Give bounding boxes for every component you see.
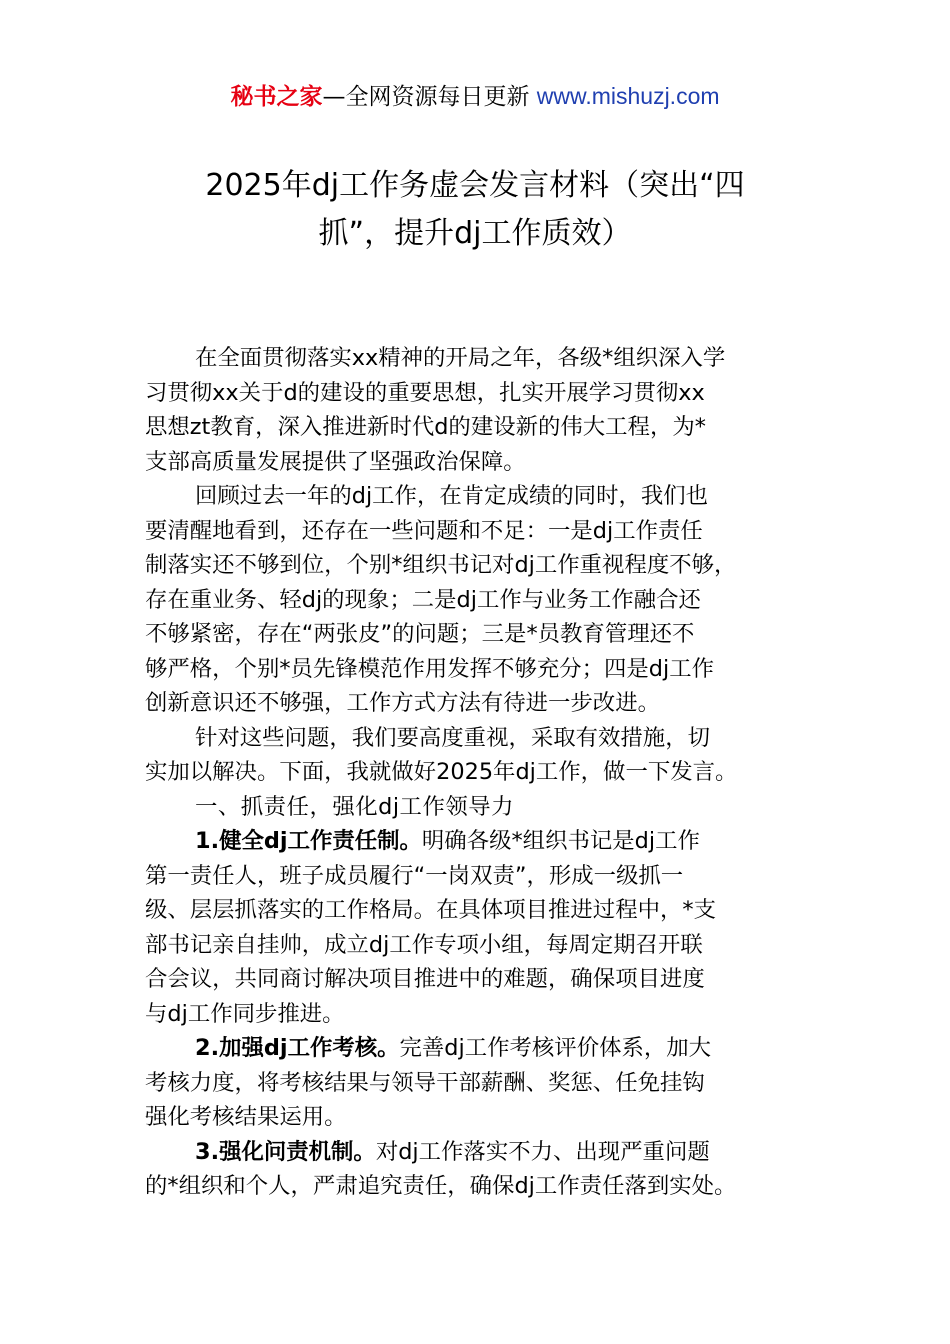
text-line: 强化考核结果运用。 [145, 1104, 347, 1130]
item-2-paragraph [145, 1031, 810, 1135]
text-line: 第一责任人，班子成员履行“一岗双责”，形成一级抓一 [145, 862, 684, 889]
text-line: 够严格，个别*员先锋模范作用发挥不够充分；四是dj工作 [145, 655, 715, 682]
item-2-lead: 2.加强dj工作考核。 [195, 1035, 400, 1061]
text-line: 思想zt教育，深入推进新时代d的建设新的伟大工程，为* [145, 414, 706, 440]
paragraph-response [145, 721, 810, 790]
text-line: 级、层层抓落实的工作格局。在具体项目推进过程中，*支 [145, 897, 716, 923]
text-line: 实加以解决。下面，我就做好2025年dj工作，做一下发言。 [145, 759, 738, 785]
item-3-first-rest: 对dj工作落实不力、出现严重问题 [375, 1138, 710, 1165]
text-line: 针对这些问题，我们要高度重视，采取有效措施，切 [195, 724, 710, 751]
item-3-lead: 3.强化问责机制。 [195, 1138, 376, 1165]
item-1-paragraph [145, 824, 810, 1031]
text-line: 习贯彻xx关于d的建设的重要思想，扎实开展学习贯彻xx [145, 379, 705, 406]
text-line: 考核力度，将考核结果与领导干部薪酬、奖惩、任免挂钩 [145, 1069, 705, 1096]
text-line [145, 824, 810, 859]
item-2-first-rest: 完善dj工作考核评价体系，加大 [399, 1035, 712, 1061]
text-line: 合会议，共同商讨解决项目推进中的难题，确保项目进度 [145, 966, 705, 992]
site-tagline: —全网资源每日更新 [322, 84, 537, 110]
section-heading-1 [145, 790, 810, 825]
site-brand: 秘书之家 [230, 84, 323, 110]
section-heading-text: 一、抓责任，强化dj工作领导力 [195, 793, 515, 820]
text-line [145, 1135, 810, 1170]
text-line: 部书记亲自挂帅，成立dj工作专项小组，每周定期召开联 [145, 931, 703, 958]
text-line: 不够紧密，存在“两张皮”的问题；三是*员教育管理还不 [145, 621, 695, 647]
text-line [145, 1031, 810, 1066]
text-line: 回顾过去一年的dj工作，在肯定成绩的同时，我们也 [195, 483, 709, 509]
site-url-link[interactable]: www.mishuzj.com [536, 83, 720, 109]
text-line: 与dj工作同步推进。 [145, 1000, 345, 1027]
document-body [145, 341, 810, 1204]
item-1-lead: 1.健全dj工作责任制。 [195, 828, 422, 854]
document-title [140, 162, 810, 258]
text-line: 的*组织和个人，严肃追究责任，确保dj工作责任落到实处。 [145, 1173, 737, 1199]
item-3-paragraph [145, 1135, 810, 1204]
text-line: 在全面贯彻落实xx精神的开局之年，各级*组织深入学 [195, 345, 726, 371]
text-line: 制落实还不够到位，个别*组织书记对dj工作重视程度不够， [145, 552, 737, 578]
title-line-2: 抓”，提升dj工作质效） [318, 216, 632, 251]
title-line-1: 2025年dj工作务虚会发言材料（突出“四 [205, 168, 745, 203]
site-banner [0, 80, 950, 113]
paragraph-intro [145, 341, 810, 479]
text-line: 要清醒地看到，还存在一些问题和不足：一是dj工作责任 [145, 517, 703, 544]
text-line: 存在重业务、轻dj的现象；二是dj工作与业务工作融合还 [145, 586, 701, 613]
item-1-first-rest: 明确各级*组织书记是dj工作 [421, 828, 700, 854]
text-line: 创新意识还不够强，工作方式方法有待进一步改进。 [145, 690, 660, 716]
paragraph-review [145, 479, 810, 721]
text-line: 支部高质量发展提供了坚强政治保障。 [145, 448, 526, 475]
